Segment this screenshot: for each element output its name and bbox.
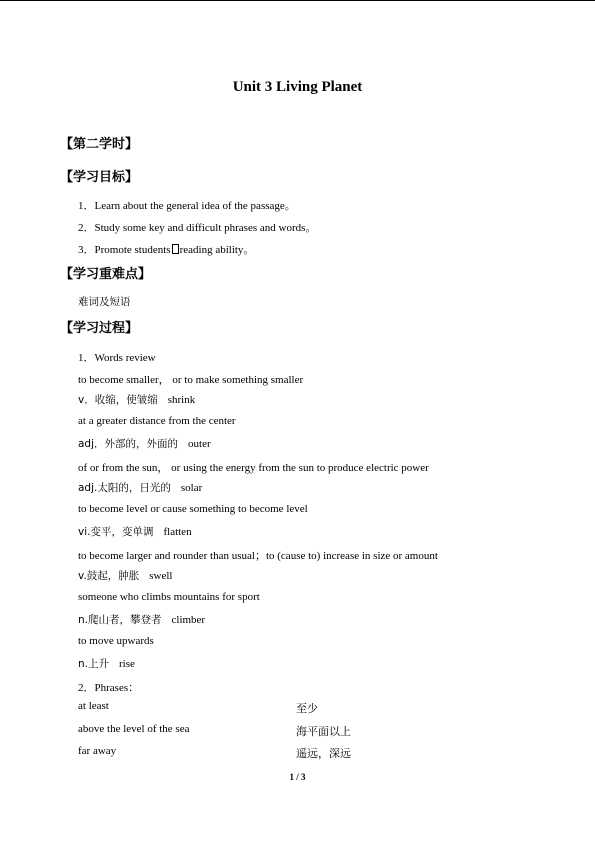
word-entry — [78, 524, 192, 539]
phrase-english: at least — [78, 700, 109, 712]
word-translation: v．收缩，使皱缩 — [78, 394, 158, 406]
word-translation: v.鼓起，肿胀 — [78, 570, 140, 582]
phrase-chinese: 至少 — [296, 702, 318, 715]
word-term: flatten — [163, 526, 192, 538]
word-definition: to become larger and rounder than usual；to (cause to) increase in size or amount — [78, 550, 438, 562]
heading-process: 【学习过程】 — [60, 321, 139, 336]
goal-item — [78, 241, 254, 257]
word-definition: to move upwards — [78, 635, 154, 647]
heading-period: 【第二学时】 — [60, 137, 139, 152]
word-term: solar — [180, 482, 203, 494]
goal-item: 2．Study some key and difficult phrases and words。 — [78, 222, 317, 234]
heading-key-points: 【学习重难点】 — [60, 267, 152, 282]
goal-item-part: reading ability。 — [179, 244, 255, 256]
word-definition: to become level or cause something to become level — [78, 503, 308, 515]
key-points-text: 难词及短语 — [78, 296, 131, 308]
phrase-english: above the level of the sea — [78, 723, 190, 735]
document-title: Unit 3 Living Planet — [232, 79, 363, 95]
placeholder-box-icon — [172, 244, 179, 254]
word-definition: to become smaller， or to make something smaller — [78, 374, 304, 386]
word-definition: at a greater distance from the center — [78, 415, 236, 427]
word-term: rise — [119, 658, 135, 670]
word-term: swell — [149, 570, 173, 582]
words-review-title: 1．Words review — [78, 352, 156, 364]
word-term: shrink — [167, 394, 196, 406]
word-translation: adj.太阳的，日光的 — [78, 482, 171, 494]
word-term: outer — [188, 438, 211, 450]
goal-item: 1．Learn about the general idea of the passage。 — [78, 200, 296, 212]
word-definition: someone who climbs mountains for sport — [78, 591, 260, 603]
phrase-english: far away — [78, 745, 117, 757]
word-entry — [78, 392, 195, 407]
word-definition: of or from the sun， or using the energy from the sun to produce electric power — [78, 462, 429, 474]
word-translation: vi.变平，变单调 — [78, 526, 154, 538]
word-entry — [78, 568, 172, 583]
word-translation: n.上升 — [78, 658, 109, 670]
phrase-chinese: 遥远，深远 — [296, 747, 351, 760]
phrases-title: 2．Phrases： — [78, 682, 140, 694]
word-term: climber — [171, 614, 206, 626]
word-entry — [78, 656, 135, 671]
top-rule — [0, 0, 595, 1]
page-number: 1 / 3 — [289, 772, 306, 782]
word-translation: adj．外部的，外面的 — [78, 438, 179, 450]
word-entry — [78, 612, 205, 627]
word-entry — [78, 480, 202, 495]
word-entry — [78, 436, 211, 451]
word-translation: n.爬山者，攀登者 — [78, 614, 162, 626]
heading-goals: 【学习目标】 — [60, 170, 139, 185]
goal-item-part: 3．Promote students — [78, 244, 171, 256]
phrase-chinese: 海平面以上 — [296, 725, 351, 738]
